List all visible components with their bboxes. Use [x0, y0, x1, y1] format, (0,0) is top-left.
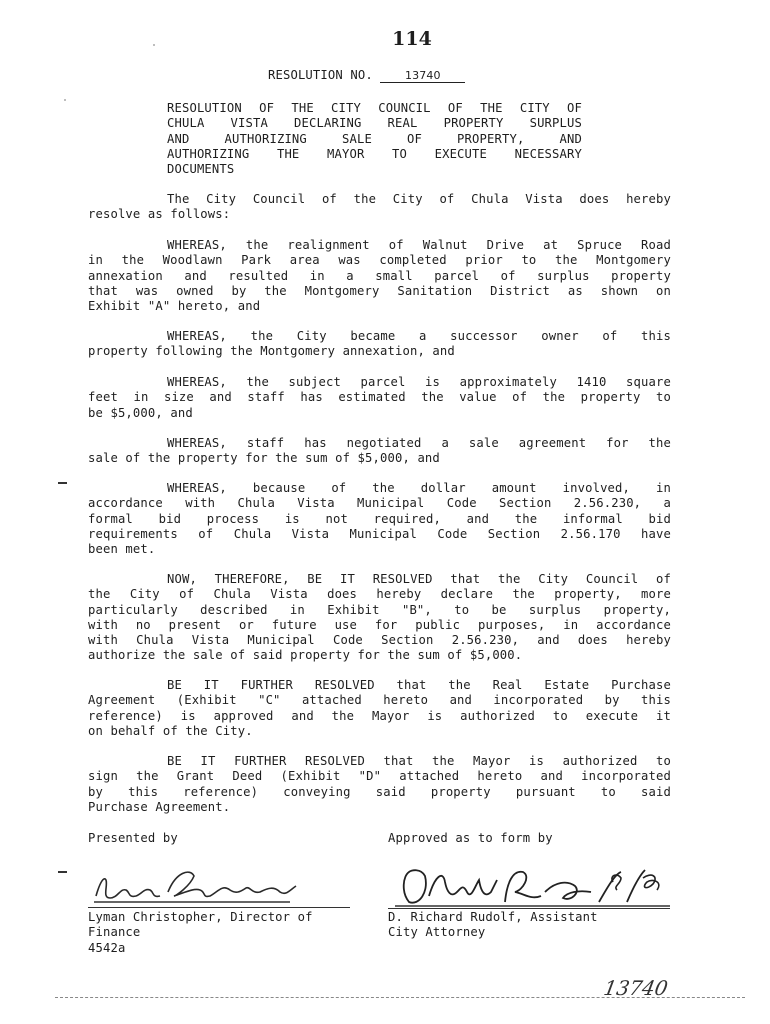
whereas-paragraph	[88, 375, 671, 421]
left-signatory	[88, 910, 313, 956]
paragraph-line: that was owned by the Montgomery Sanitation District as shown on	[88, 283, 671, 298]
title-line: RESOLUTION OF THE CITY COUNCIL OF THE CITY OF	[167, 101, 582, 115]
paragraph-line: NOW, THEREFORE, BE IT RESOLVED that the City Council of	[167, 572, 671, 586]
paragraph-line: been met.	[88, 542, 156, 557]
paragraph-line: sale of the property for the sum of $5,000, and	[88, 451, 440, 466]
paragraph-line: BE IT FURTHER RESOLVED that the Real Estate Purchase	[167, 678, 671, 692]
left-handwritten-signature	[90, 862, 350, 906]
whereas-paragraph	[88, 329, 671, 360]
title-line: AUTHORIZING THE MAYOR TO EXECUTE NECESSARY	[167, 146, 582, 161]
paragraph-line: reference) is approved and the Mayor is authorized to execute it	[88, 708, 671, 723]
paragraph-line: requirements of Chula Vista Municipal Code Section 2.56.170 have	[88, 526, 671, 541]
title-line: AND AUTHORIZING SALE OF PROPERTY, AND	[167, 131, 582, 146]
left-signature-line	[88, 907, 350, 908]
paragraph-line: accordance with Chula Vista Municipal Code Section 2.56.230, a	[88, 496, 671, 511]
title-line: DOCUMENTS	[167, 162, 235, 177]
whereas-paragraph	[88, 238, 671, 314]
signatory-name-line: 4542a	[88, 940, 126, 955]
signatory-name-line: D. Richard Rudolf, Assistant	[388, 910, 598, 924]
paragraph-line: WHEREAS, staff has negotiated a sale agreement for the	[167, 436, 671, 450]
handwritten-resolution-number: 13740	[601, 976, 670, 1000]
paragraph-line: WHEREAS, the City became a successor owner of this	[167, 329, 671, 343]
paragraph-line: authorize the sale of said property for the sum of $5,000.	[88, 648, 523, 663]
paragraph-line: Agreement (Exhibit "C" attached hereto and incorporated by this	[88, 693, 671, 708]
paragraph-line: annexation and resulted in a small parcel of surplus property	[88, 268, 671, 283]
paragraph-line: formal bid process is not required, and the informal bid	[88, 511, 671, 526]
page-number: 114	[392, 28, 432, 50]
paragraph-line: property following the Montgomery annexation, and	[88, 344, 455, 359]
paragraph-line: WHEREAS, the realignment of Walnut Drive at Spruce Road	[167, 238, 671, 252]
paragraph-line: WHEREAS, the subject parcel is approximately 1410 square	[167, 375, 671, 389]
whereas-paragraph	[88, 481, 671, 557]
right-signatory	[388, 910, 598, 941]
resolved-paragraph	[88, 572, 671, 664]
paragraph-line: Exhibit "A" hereto, and	[88, 299, 261, 314]
paragraph-line: BE IT FURTHER RESOLVED that the Mayor is authorized to	[167, 754, 671, 768]
paragraph-line: WHEREAS, because of the dollar amount involved, in	[167, 481, 671, 495]
signatory-name-line: Finance	[88, 925, 141, 940]
resolution-title	[167, 101, 582, 177]
resolution-number-line	[268, 68, 465, 83]
paragraph-line: The City Council of the City of Chula Vista does hereby	[167, 192, 671, 206]
scan-speck	[64, 99, 66, 101]
further-resolved-paragraph	[88, 754, 671, 815]
signatory-name-line: City Attorney	[388, 925, 486, 940]
paragraph-line: feet in size and staff has estimated the value of the property to	[88, 390, 671, 405]
paragraph-line: in the Woodlawn Park area was completed prior to the Montgomery	[88, 253, 671, 268]
paragraph-line: particularly described in Exhibit "B", to be surplus property,	[88, 602, 671, 617]
bottom-dashed-line	[55, 997, 745, 998]
scan-speck	[153, 44, 155, 46]
paragraph-line: be $5,000, and	[88, 405, 193, 420]
right-handwritten-signature	[395, 862, 675, 910]
title-line: CHULA VISTA DECLARING REAL PROPERTY SURPLUS	[167, 116, 582, 131]
paragraph-line: sign the Grant Deed (Exhibit "D" attached hereto and incorporated	[88, 769, 671, 784]
right-signature-line	[388, 908, 670, 909]
intro-paragraph	[88, 192, 671, 223]
paragraph-line: by this reference) conveying said property pursuant to said	[88, 784, 671, 799]
paragraph-line: with no present or future use for public purposes, in accordance	[88, 617, 671, 632]
paragraph-line: Purchase Agreement.	[88, 799, 231, 814]
paragraph-line: resolve as follows:	[88, 207, 231, 222]
further-resolved-paragraph	[88, 678, 671, 739]
resolution-number: 13740	[380, 69, 465, 83]
approved-as-to-form-label: Approved as to form by	[388, 831, 553, 845]
margin-tick	[58, 871, 67, 873]
signatory-name-line: Lyman Christopher, Director of	[88, 910, 313, 924]
resolution-label: RESOLUTION NO.	[268, 68, 373, 82]
paragraph-line: the City of Chula Vista does hereby declare the property, more	[88, 587, 671, 602]
whereas-paragraph	[88, 436, 671, 467]
paragraph-line: with Chula Vista Municipal Code Section 2.56.230, and does hereby	[88, 633, 671, 648]
margin-tick	[58, 482, 67, 484]
paragraph-line: on behalf of the City.	[88, 723, 253, 738]
presented-by-label: Presented by	[88, 831, 178, 845]
